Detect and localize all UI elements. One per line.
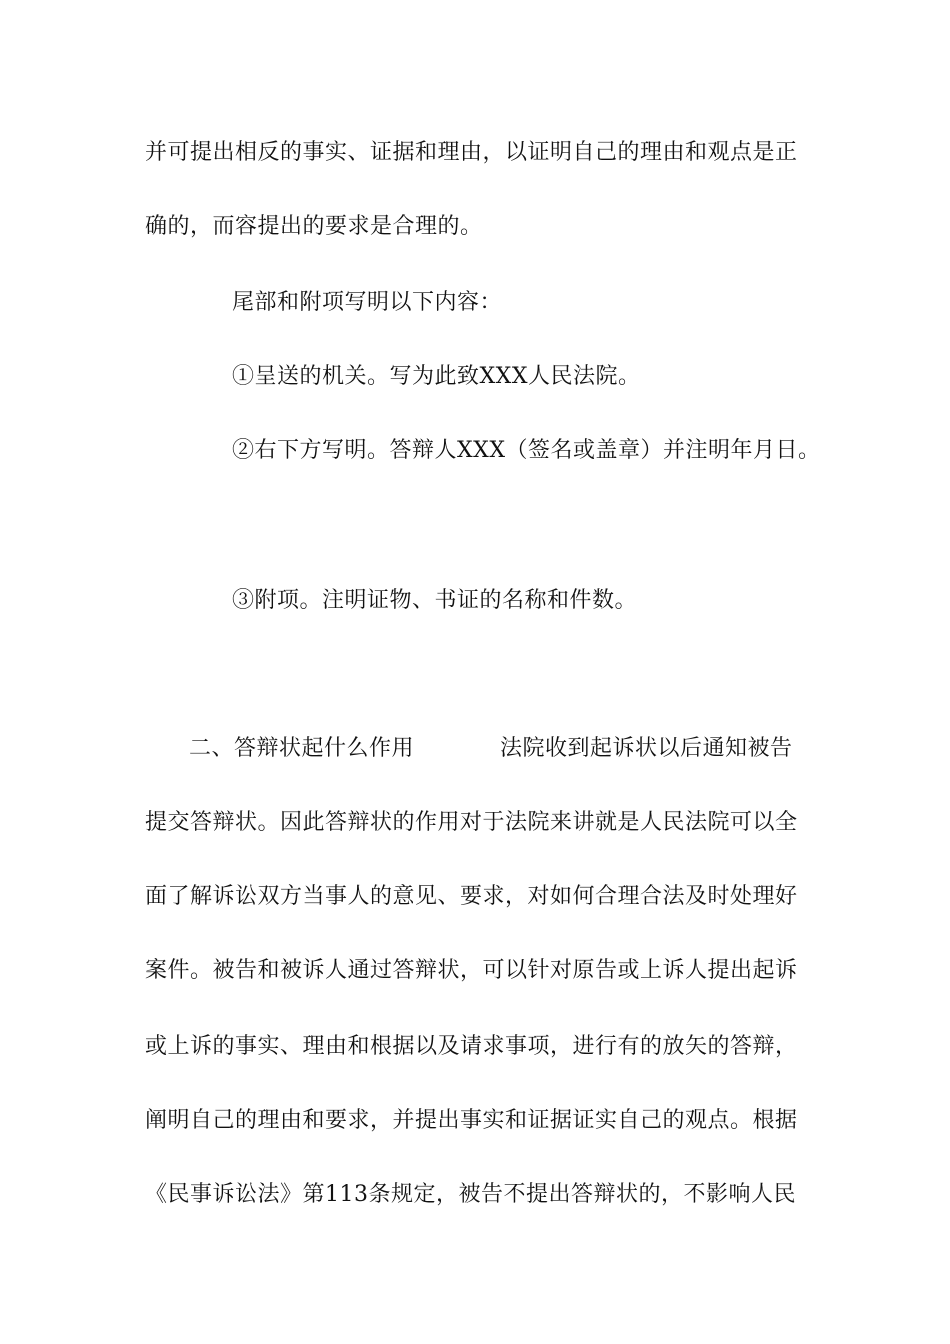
paragraph-line: 确的，而容提出的要求是合理的。: [145, 214, 483, 239]
section-heading-continuation: 法院收到起诉状以后通知被告: [500, 736, 793, 761]
body-line: 《民事诉讼法》第113条规定，被告不提出答辩状的，不影响人民: [145, 1182, 796, 1207]
body-line: 案件。被告和被诉人通过答辩状，可以针对原告或上诉人提出起诉: [145, 958, 798, 983]
appendix-item-3: ③附项。注明证物、书证的名称和件数。: [232, 588, 638, 613]
body-line: 提交答辩状。因此答辩状的作用对于法院来讲就是人民法院可以全: [145, 810, 798, 835]
body-line: 面了解诉讼双方当事人的意见、要求，对如何合理合法及时处理好: [145, 884, 798, 909]
paragraph-line: 并可提出相反的事实、证据和理由，以证明自己的理由和观点是正: [145, 140, 798, 165]
appendix-item-2: ②右下方写明。答辩人XXX（签名或盖章）并注明年月日。: [232, 438, 821, 463]
body-line: 或上诉的事实、理由和根据以及请求事项，进行有的放矢的答辩，: [145, 1034, 798, 1059]
appendix-item-1: ①呈送的机关。写为此致XXX人民法院。: [232, 364, 641, 389]
section-heading: 二、答辩状起什么作用: [189, 736, 415, 761]
body-line: 阐明自己的理由和要求，并提出事实和证据证实自己的观点。根据: [145, 1108, 798, 1133]
appendix-intro: 尾部和附项写明以下内容：: [232, 290, 503, 315]
